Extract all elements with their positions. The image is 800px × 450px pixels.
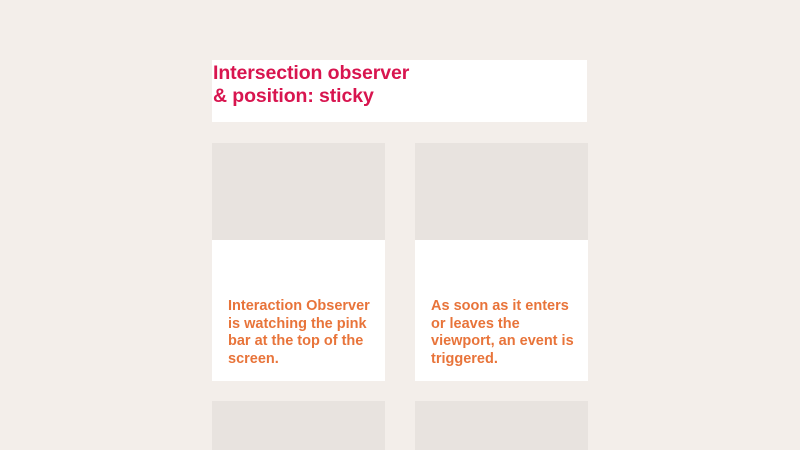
card-image-placeholder (415, 143, 588, 240)
card (212, 143, 385, 381)
card-body (431, 298, 576, 368)
card-image-placeholder (212, 143, 385, 240)
card-body (228, 298, 373, 368)
card-text: As soon as it enters or leaves the viewport, an event is triggered. (431, 298, 574, 367)
page-title: Intersection observer & position: sticky (213, 62, 410, 107)
sticky-header (212, 60, 587, 122)
card (415, 143, 588, 381)
next-card-placeholder (415, 401, 588, 450)
next-card-placeholder (212, 401, 385, 450)
card-text: Interaction Observer is watching the pink bar at the top of the screen. (228, 298, 370, 367)
